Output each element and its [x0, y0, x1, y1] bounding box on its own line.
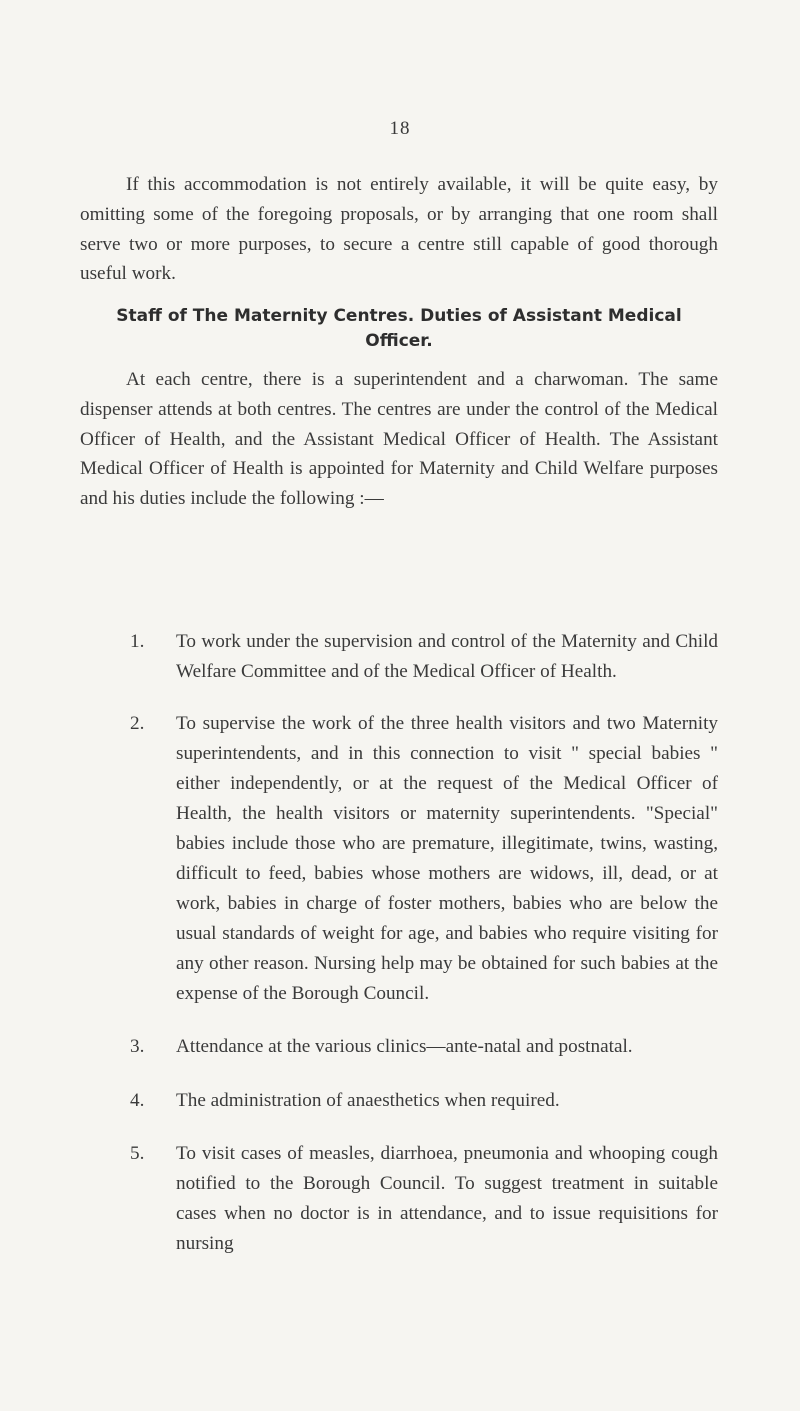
section-heading: Staff of The Maternity Centres. Duties of Assistant Medical Officer.: [116, 306, 682, 351]
intro-paragraph: If this accommodation is not entirely available, it will be quite easy, by omitting some of the foregoing proposals, or by arranging that one room shall serve two or more purposes, to secure a centre still capable of good thorough useful work.: [80, 174, 718, 285]
duty-item-3: [130, 1032, 718, 1062]
duty-text: The administration of anaesthetics when required.: [176, 1090, 560, 1111]
page-number: 18: [389, 118, 411, 139]
duty-number: 4.: [130, 1090, 145, 1111]
duty-item-4: [130, 1086, 718, 1116]
duty-item-5: [130, 1139, 718, 1259]
duty-text: Attendance at the various clinics—ante-natal and postnatal.: [176, 1036, 633, 1057]
duty-number: 2.: [130, 713, 145, 734]
duty-number: 5.: [130, 1143, 145, 1164]
duty-text: To work under the supervision and control of the Maternity and Child Welfare Committee and of the Medical Officer of Health.: [176, 631, 718, 682]
duty-text: To supervise the work of the three health visitors and two Maternity superintendents, and in this connection to visit " special babies " either independently, or at the request of the Medical Officer of Health, the health visitors or maternity superintendents. "Special" babies include those who are premature, illegitimate, twins, wasting, difficult to feed, babies whose mothers are widows, ill, dead, or at work, babies in charge of foster mothers, babies who are below the usual standards of weight for age, and babies who require visiting for any other reason. Nursing help may be obtained for such babies at the expense of the Borough Council.: [176, 713, 718, 1004]
duty-number: 1.: [130, 631, 145, 652]
duty-item-2: [130, 709, 718, 1009]
duties-list: [130, 627, 718, 1259]
duty-text: To visit cases of measles, diarrhoea, pneumonia and whooping cough notified to the Borough Council. To suggest treatment in suitable cases when no doctor is in attendance, and to issue requisitions for nursing: [176, 1143, 718, 1254]
duty-number: 3.: [130, 1036, 145, 1057]
duty-item-1: [130, 627, 718, 687]
section-paragraph: At each centre, there is a superintendent and a charwoman. The same dispenser attends at both centres. The centres are under the control of the Medical Officer of Health, and the Assistant Medical Officer of Health. The Assistant Medical Officer of Health is appointed for Maternity and Child Welfare purposes and his duties include the following :—: [80, 369, 718, 510]
